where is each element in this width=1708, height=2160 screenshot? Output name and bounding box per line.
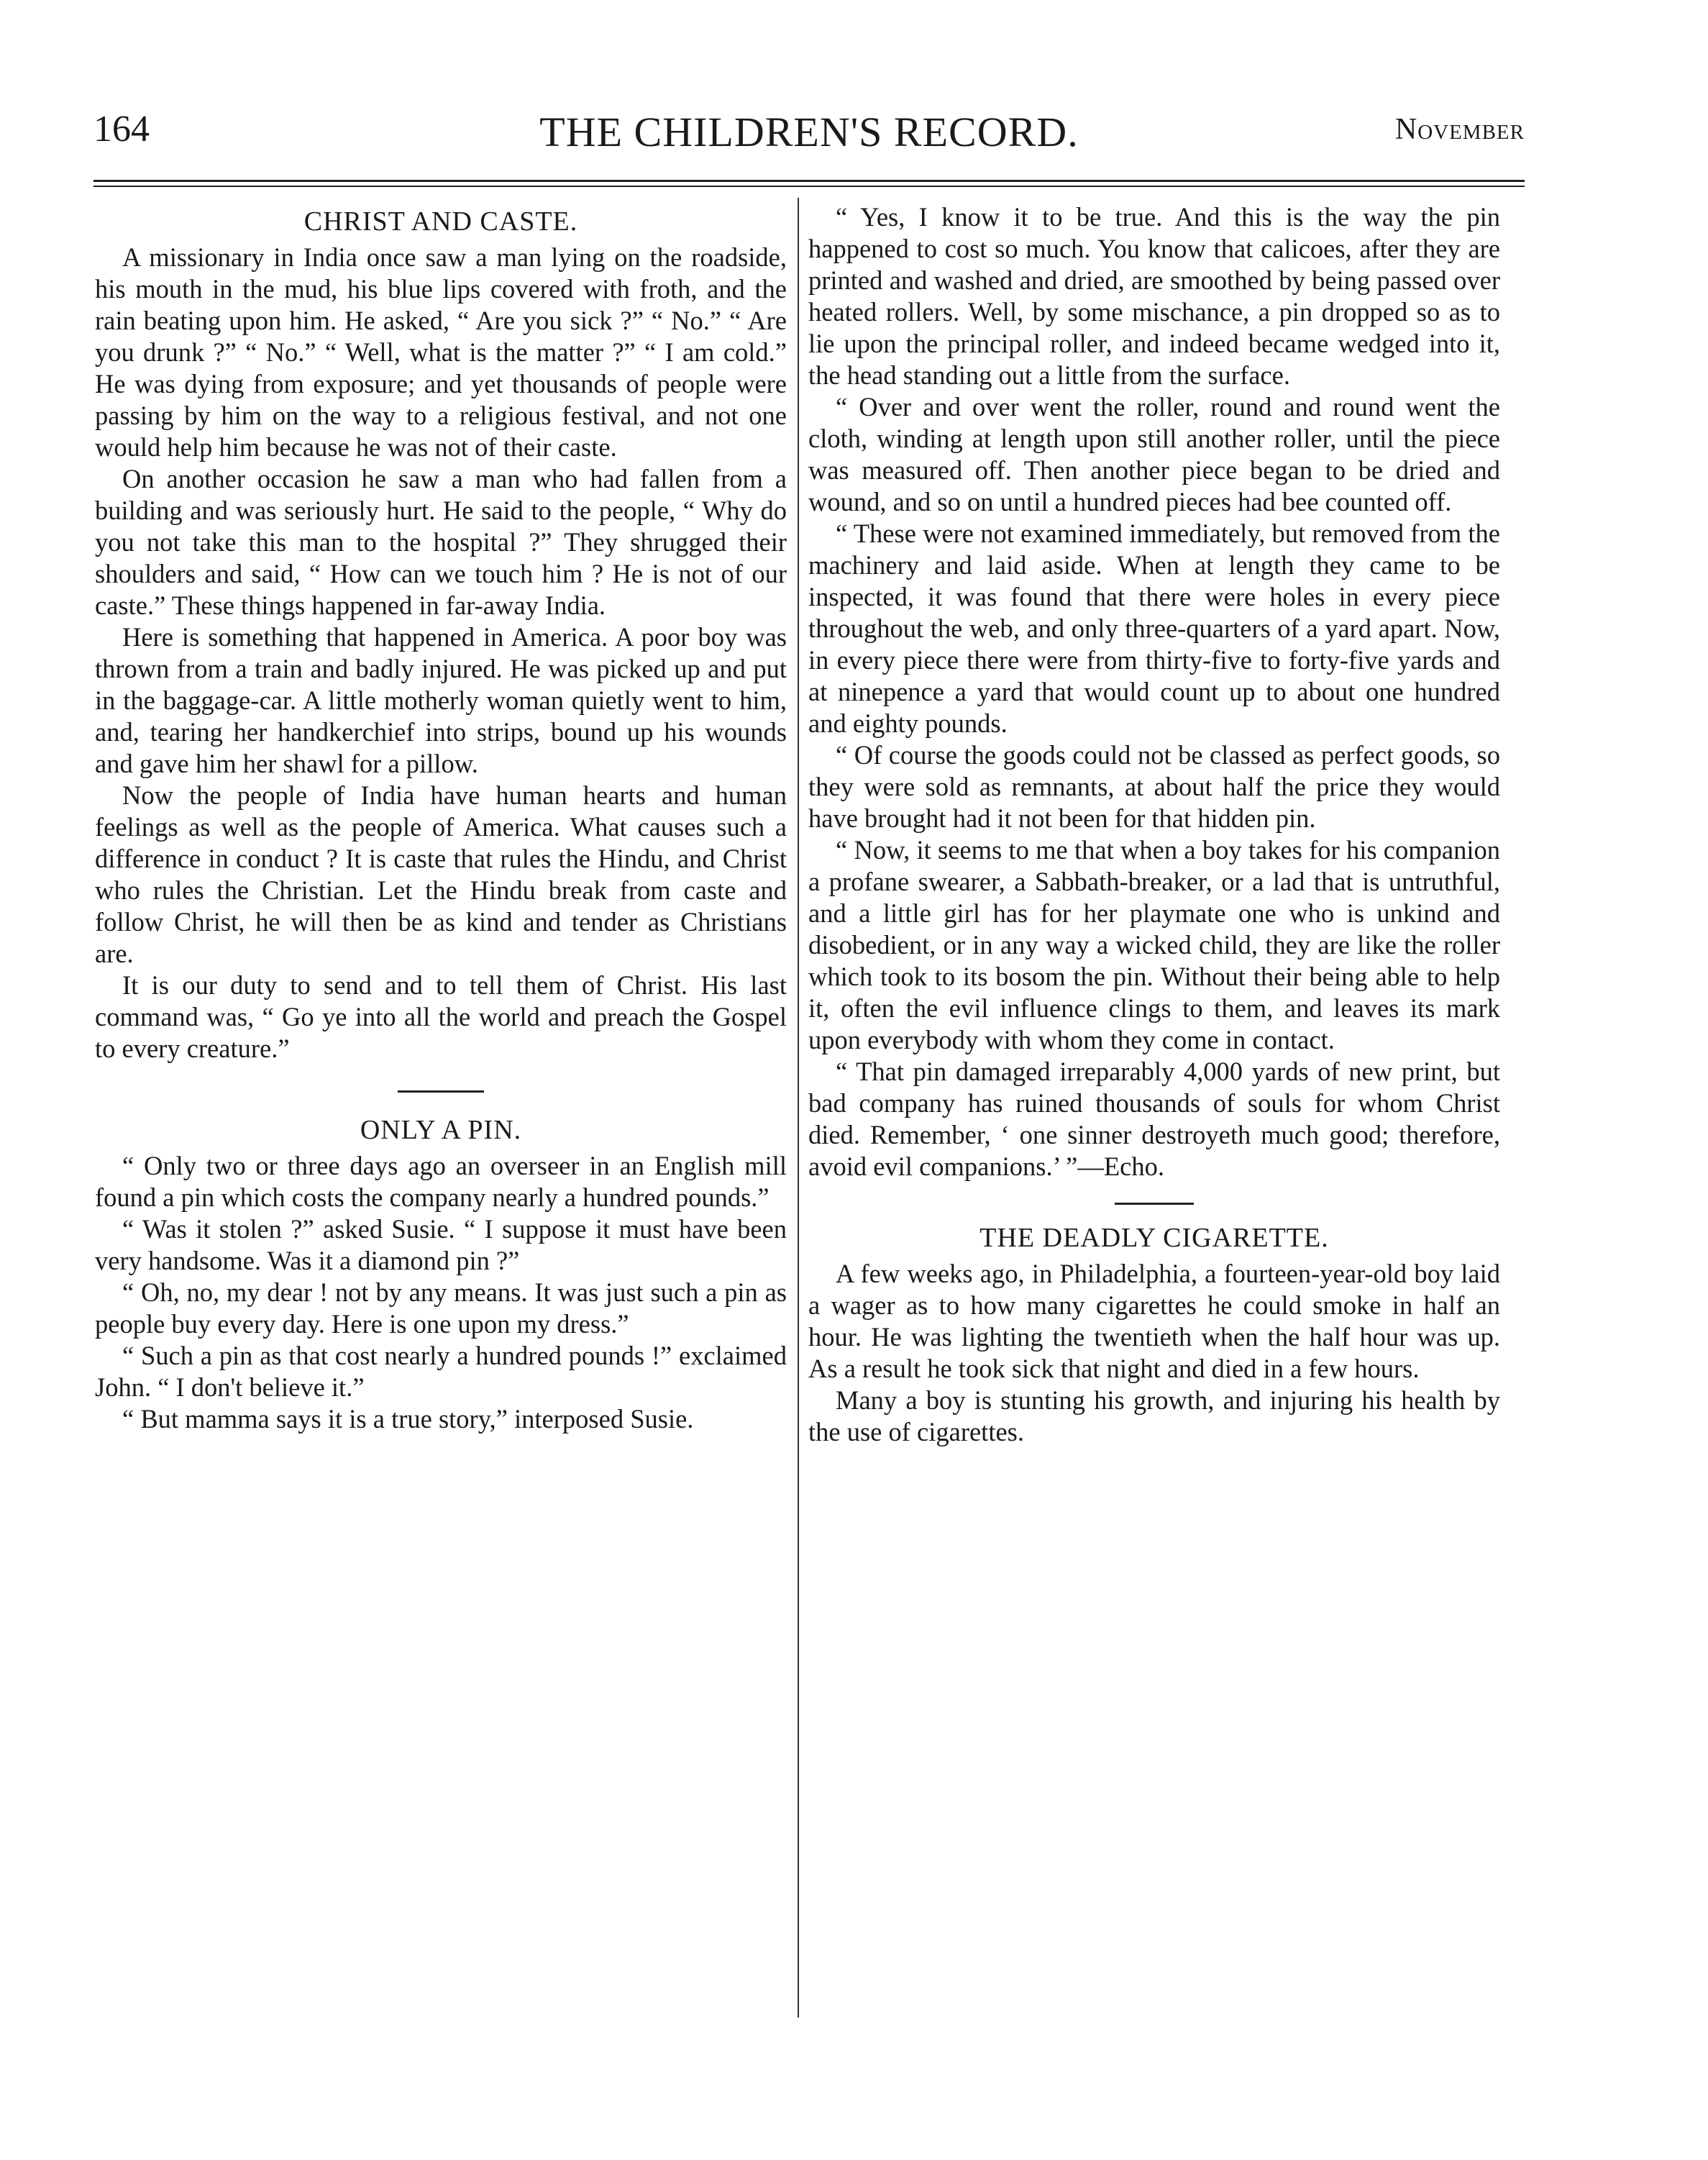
article-heading-deadly-cigarette: THE DEADLY CIGARETTE. (979, 1223, 1329, 1253)
article-paragraph: “ Now, it seems to me that when a boy takes for his companion a profane swearer, a Sabbath-breaker, or a lad that is untruthful, and a little girl has for her playmate one who is unkind and disobedient, or in any way a wicked child, they are like the roller which took to its bosom the pin. Without their being able to help it, often the evil influence clings to them, and leaves its mark upon everybody with whom they come in contact. (808, 835, 1500, 1054)
article-paragraph: “ Oh, no, my dear ! not by any means. It was just such a pin as people buy every day. Here is one upon my dress.” (95, 1277, 787, 1339)
header-rule (93, 180, 1525, 182)
article-paragraph: “ These were not examined immediately, but removed from the machinery and laid aside. When at length they came to be inspected, it was found that there were holes in every piece throughout the web, and only three-quarters of a yard apart. Now, in every piece there were from thirty-five to forty-five yards and at ninepence a yard that would count up to about one hundred and eighty pounds. (808, 519, 1500, 738)
article-paragraph: “ That pin damaged irreparably 4,000 yards of new print, but bad company has ruined thousands of souls for whom Christ died. Remember, ‘ one sinner destroyeth much good; therefore, avoid evil companions.’ ”—Echo. (808, 1057, 1500, 1181)
page-number: 164 (93, 109, 150, 150)
article-paragraph: “ Was it stolen ?” asked Susie. “ I suppose it must have been very handsome. Was it a diamond pin ?” (95, 1214, 787, 1275)
right-column (808, 201, 1500, 1448)
article-paragraph: “ Such a pin as that cost nearly a hundred pounds !” exclaimed John. “ I don't believe it.” (95, 1341, 787, 1402)
article-paragraph: A few weeks ago, in Philadelphia, a fourteen-year-old boy laid a wager as to how many cigarettes he could smoke in half an hour. He was lighting the twentieth when the half hour was up. As a result he took sick that night and died in a few hours. (808, 1259, 1500, 1383)
article-paragraph: Many a boy is stunting his growth, and injuring his health by the use of cigarettes. (808, 1385, 1500, 1446)
article-paragraph: “ Over and over went the roller, round and round went the cloth, winding at length upon still another roller, until the piece was measured off. Then another piece began to be dried and wound, and so on until a hundred pieces had bee counted off. (808, 392, 1500, 516)
article-paragraph: Here is something that happened in America. A poor boy was thrown from a train and badly injured. He was picked up and put in the baggage-car. A little motherly woman quietly went to him, and, tearing her handkerchief into strips, bound up his wounds and gave him her shawl for a pillow. (95, 622, 787, 778)
header-rule-secondary (93, 186, 1525, 187)
article-paragraph: On another occasion he saw a man who had fallen from a building and was seriously hurt. He said to the people, “ Why do you not take this man to the hospital ?” They shrugged their shoulders and said, “ How can we touch him ? He is not of our caste.” These things happened in far-away India. (95, 464, 787, 620)
article-paragraph: A missionary in India once saw a man lying on the roadside, his mouth in the mud, his blue lips covered with froth, and the rain beating upon him. He asked, “ Are you sick ?” “ No.” “ Are you drunk ?” “ No.” “ Well, what is the matter ?” “ I am cold.” He was dying from exposure; and yet thousands of people were passing by him on the way to a religious festival, and not one would help him because he was not of their caste. (95, 242, 787, 462)
left-column (95, 201, 787, 1435)
page-month: November (1394, 113, 1525, 146)
article-paragraph: “ But mamma says it is a true story,” interposed Susie. (122, 1404, 694, 1434)
article-paragraph: “ Yes, I know it to be true. And this is the way the pin happened to cost so much. You know that calicoes, after they are printed and washed and dried, are smoothed by being passed over heated rollers. Well, by some mischance, a pin dropped so as to lie upon the principal roller, and indeed became wedged into it, the head standing out a little from the surface. (808, 202, 1500, 390)
article-paragraph: “ Of course the goods could not be classed as perfect goods, so they were sold as remnants, at about half the price they would have brought had it not been for that hidden pin. (808, 740, 1500, 833)
article-heading-only-a-pin: ONLY A PIN. (360, 1115, 522, 1145)
column-divider (798, 198, 799, 2018)
article-paragraph: It is our duty to send and to tell them of Christ. His last command was, “ Go ye into all the world and preach the Gospel to every creature.” (95, 970, 787, 1063)
section-separator (398, 1090, 484, 1093)
page-header (93, 108, 1525, 165)
article-paragraph: Now the people of India have human hearts and human feelings as well as the people of America. What causes such a difference in conduct ? It is caste that rules the Hindu, and Christ who rules the Christian. Let the Hindu break from caste and follow Christ, he will then be as kind and tender as Christians are. (95, 780, 787, 968)
section-separator (1115, 1203, 1194, 1205)
article-paragraph: “ Only two or three days ago an overseer in an English mill found a pin which costs the company nearly a hundred pounds.” (95, 1151, 787, 1212)
page-title: THE CHILDREN'S RECORD. (539, 109, 1079, 155)
article-heading-christ-and-caste: CHRIST AND CASTE. (303, 206, 578, 237)
